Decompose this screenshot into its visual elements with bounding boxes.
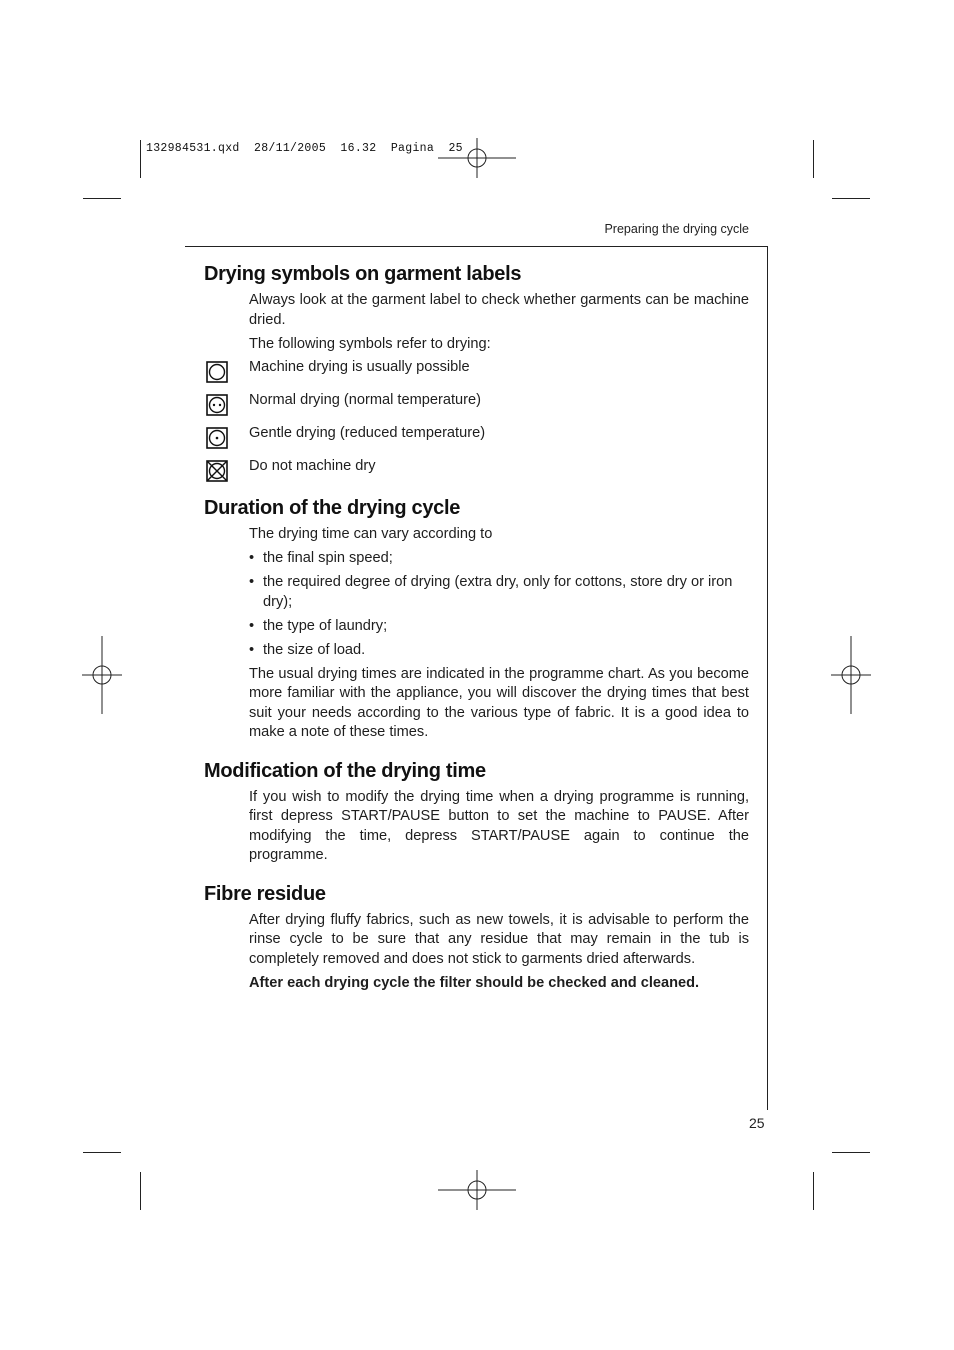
paragraph: The usual drying times are indicated in the programme chart. As you become more familiar with the appliance, you will discover the drying times that best suit your needs according to the various type of fabric. It is a good idea to make a note of these times. xyxy=(249,665,749,740)
page-content xyxy=(204,260,749,993)
symbol-row xyxy=(204,459,749,492)
tumble-dry-low-icon xyxy=(206,427,228,449)
bullet-icon: • xyxy=(249,617,255,634)
section-fibre-residue xyxy=(204,880,749,994)
symbol-row xyxy=(204,360,749,393)
print-slug: 132984531.qxd 28/11/2005 16.32 Pagina 25 xyxy=(146,142,463,155)
symbol-row xyxy=(204,393,749,426)
list-item xyxy=(249,573,749,612)
paragraph: The following symbols refer to drying: xyxy=(249,335,491,352)
bullet-icon: • xyxy=(249,641,255,658)
list-item xyxy=(249,641,749,661)
registration-mark-left-icon xyxy=(82,636,122,714)
section-heading: Fibre residue xyxy=(204,882,326,905)
bullet-icon: • xyxy=(249,574,255,590)
paragraph: If you wish to modify the drying time when a drying programme is running, first depress START/PAUSE button to set the machine to PAUSE. After modifying the time, depress START/PAUSE again to continue the programme. xyxy=(249,788,749,863)
registration-mark-bottom-icon xyxy=(438,1170,516,1210)
list-item-text: the size of load. xyxy=(263,641,366,658)
symbol-label: Gentle drying (reduced temperature) xyxy=(249,425,486,441)
paragraph: The drying time can vary according to xyxy=(249,526,493,542)
paragraph: Always look at the garment label to check whether garments can be machine dried. xyxy=(249,292,749,328)
list-item-text: the required degree of drying (extra dry, only for cottons, store dry or iron dry); xyxy=(263,574,733,610)
list-item-text: the type of laundry; xyxy=(263,617,388,634)
bullet-icon: • xyxy=(249,550,255,566)
symbol-label: Normal drying (normal temperature) xyxy=(249,392,481,408)
frame-right-rule xyxy=(767,246,768,1110)
running-header: Preparing the drying cycle xyxy=(604,222,749,236)
section-heading: Drying symbols on garment labels xyxy=(204,263,522,285)
symbol-label: Machine drying is usually possible xyxy=(249,359,470,375)
page-number: 25 xyxy=(749,1115,765,1131)
filter-note: After each drying cycle the filter should be checked and cleaned. xyxy=(249,974,700,991)
registration-mark-right-icon xyxy=(831,636,871,714)
section-modification xyxy=(204,757,749,866)
symbol-row xyxy=(204,426,749,459)
tumble-dry-icon xyxy=(206,361,228,383)
do-not-tumble-dry-icon xyxy=(206,460,228,482)
bullet-list xyxy=(249,549,749,660)
tumble-dry-normal-icon xyxy=(206,394,228,416)
list-item xyxy=(249,617,749,637)
section-heading: Modification of the drying time xyxy=(204,759,486,782)
symbol-list xyxy=(204,360,749,492)
paragraph: After drying fluffy fabrics, such as new towels, it is advisable to perform the rinse cycle to be sure that any residue that may remain in the tub is completely removed and does not stick to garments dried afterwards. xyxy=(249,911,749,967)
list-item xyxy=(249,549,749,569)
symbol-label: Do not machine dry xyxy=(249,458,376,474)
section-drying-symbols xyxy=(204,260,749,492)
frame-top-rule xyxy=(185,246,768,247)
list-item-text: the final spin speed; xyxy=(263,550,393,566)
section-drying-duration xyxy=(204,494,749,743)
section-heading: Duration of the drying cycle xyxy=(204,497,461,519)
